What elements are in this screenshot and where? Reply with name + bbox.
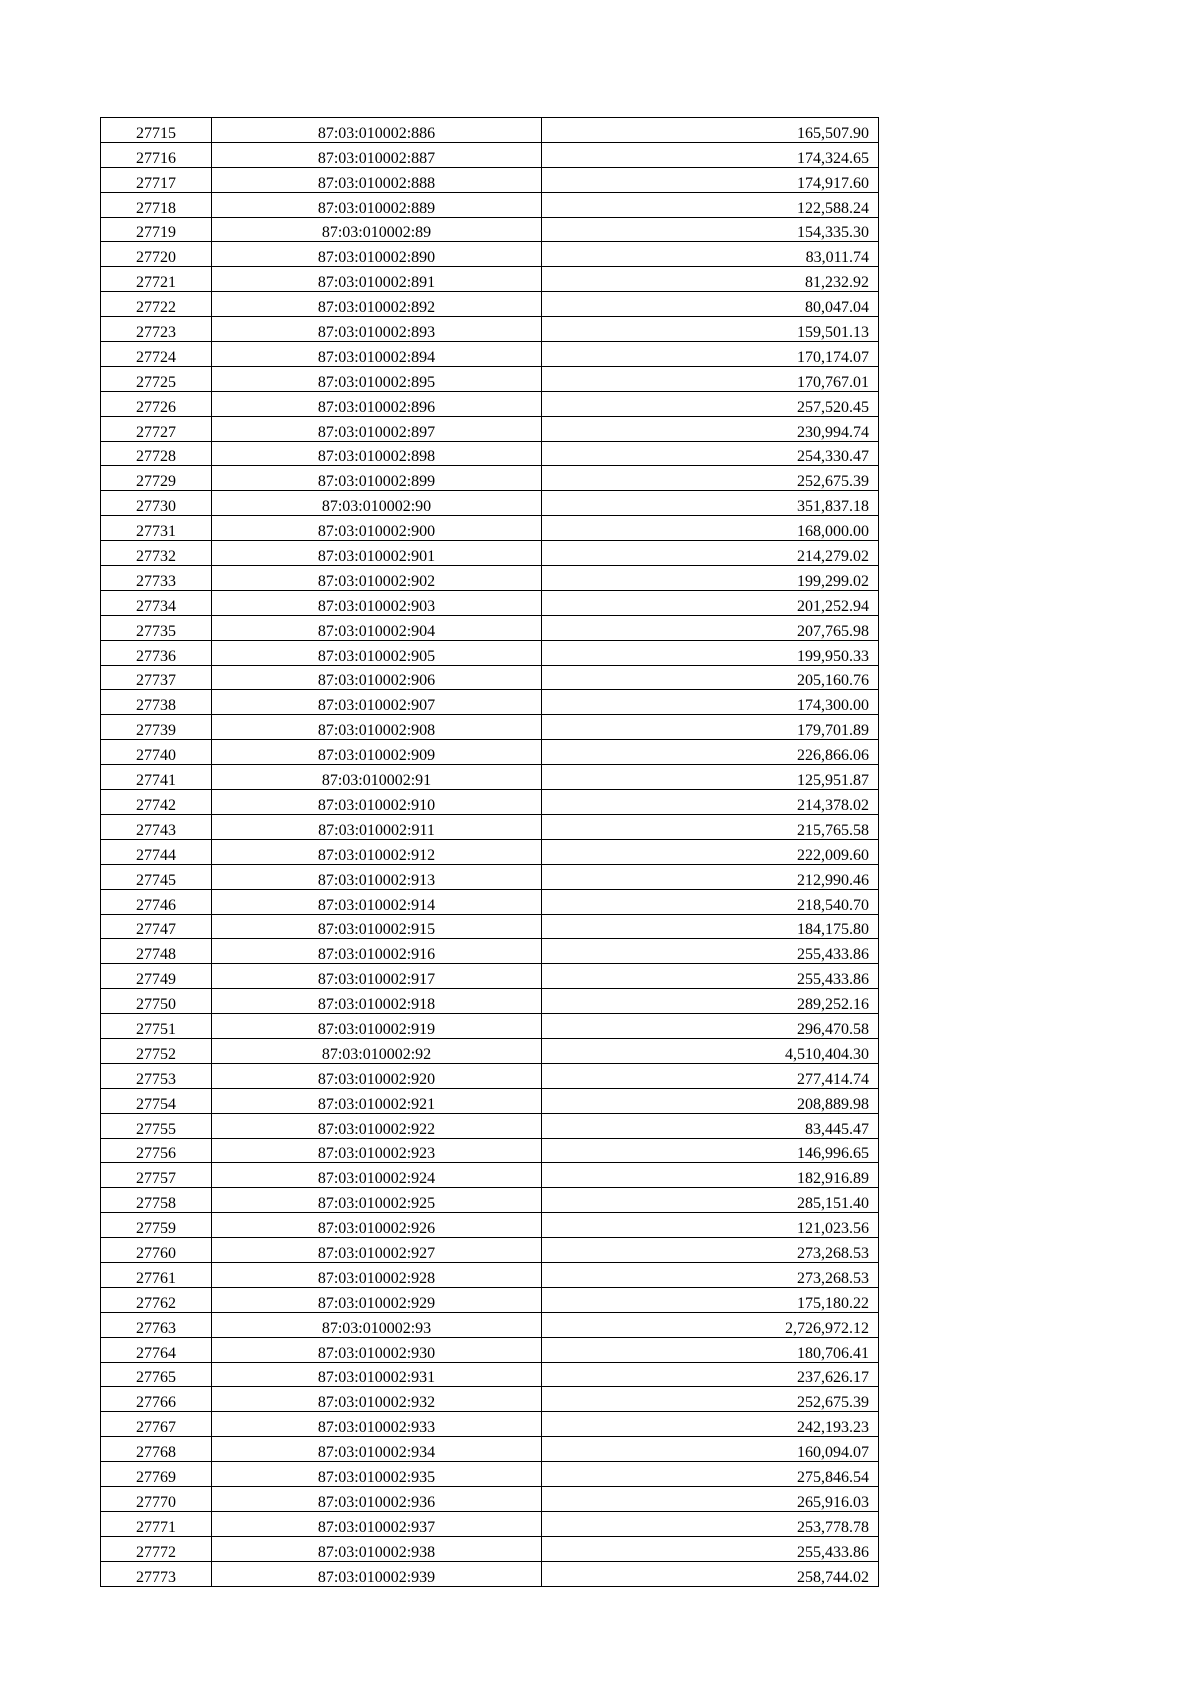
value-cell: 277,414.74	[542, 1063, 879, 1088]
table-row	[101, 814, 879, 839]
row-number-cell: 27745	[101, 864, 212, 889]
table-row	[101, 1437, 879, 1462]
value-cell: 255,433.86	[542, 939, 879, 964]
table-row	[101, 267, 879, 292]
row-number-cell: 27727	[101, 416, 212, 441]
cadastral-number-cell: 87:03:010002:918	[212, 989, 542, 1014]
row-number-cell: 27754	[101, 1088, 212, 1113]
row-number-cell: 27723	[101, 317, 212, 342]
value-cell: 351,837.18	[542, 491, 879, 516]
table-row	[101, 516, 879, 541]
table-row	[101, 342, 879, 367]
table-row	[101, 118, 879, 143]
value-cell: 212,990.46	[542, 864, 879, 889]
cadastral-number-cell: 87:03:010002:893	[212, 317, 542, 342]
row-number-cell: 27761	[101, 1262, 212, 1287]
table-row	[101, 1138, 879, 1163]
table-row	[101, 790, 879, 815]
cadastral-number-cell: 87:03:010002:912	[212, 839, 542, 864]
cadastral-number-cell: 87:03:010002:922	[212, 1113, 542, 1138]
row-number-cell: 27738	[101, 690, 212, 715]
value-cell: 254,330.47	[542, 441, 879, 466]
row-number-cell: 27758	[101, 1188, 212, 1213]
table-row	[101, 1063, 879, 1088]
value-cell: 215,765.58	[542, 814, 879, 839]
value-cell: 179,701.89	[542, 715, 879, 740]
row-number-cell: 27762	[101, 1287, 212, 1312]
table-row	[101, 317, 879, 342]
cadastral-number-cell: 87:03:010002:925	[212, 1188, 542, 1213]
value-cell: 214,378.02	[542, 790, 879, 815]
table-row	[101, 1362, 879, 1387]
row-number-cell: 27734	[101, 590, 212, 615]
row-number-cell: 27726	[101, 391, 212, 416]
table-row	[101, 416, 879, 441]
table-row	[101, 1561, 879, 1586]
table-row	[101, 1536, 879, 1561]
cadastral-number-cell: 87:03:010002:914	[212, 889, 542, 914]
data-table	[100, 117, 879, 1587]
row-number-cell: 27763	[101, 1312, 212, 1337]
row-number-cell: 27728	[101, 441, 212, 466]
table-row	[101, 939, 879, 964]
row-number-cell: 27722	[101, 292, 212, 317]
cadastral-number-cell: 87:03:010002:92	[212, 1038, 542, 1063]
table-row	[101, 1238, 879, 1263]
cadastral-number-cell: 87:03:010002:900	[212, 516, 542, 541]
table-row	[101, 167, 879, 192]
table-row	[101, 839, 879, 864]
cadastral-number-cell: 87:03:010002:889	[212, 192, 542, 217]
row-number-cell: 27747	[101, 914, 212, 939]
row-number-cell: 27719	[101, 217, 212, 242]
row-number-cell: 27746	[101, 889, 212, 914]
value-cell: 83,445.47	[542, 1113, 879, 1138]
cadastral-number-cell: 87:03:010002:892	[212, 292, 542, 317]
cadastral-number-cell: 87:03:010002:902	[212, 566, 542, 591]
row-number-cell: 27744	[101, 839, 212, 864]
cadastral-number-cell: 87:03:010002:935	[212, 1462, 542, 1487]
value-cell: 184,175.80	[542, 914, 879, 939]
cadastral-number-cell: 87:03:010002:890	[212, 242, 542, 267]
table-row	[101, 366, 879, 391]
value-cell: 273,268.53	[542, 1238, 879, 1263]
table-row	[101, 541, 879, 566]
value-cell: 83,011.74	[542, 242, 879, 267]
row-number-cell: 27770	[101, 1486, 212, 1511]
cadastral-number-cell: 87:03:010002:886	[212, 118, 542, 143]
value-cell: 199,299.02	[542, 566, 879, 591]
row-number-cell: 27739	[101, 715, 212, 740]
table-row	[101, 1163, 879, 1188]
row-number-cell: 27749	[101, 964, 212, 989]
row-number-cell: 27771	[101, 1511, 212, 1536]
row-number-cell: 27760	[101, 1238, 212, 1263]
row-number-cell: 27751	[101, 1014, 212, 1039]
cadastral-number-cell: 87:03:010002:91	[212, 765, 542, 790]
cadastral-number-cell: 87:03:010002:909	[212, 740, 542, 765]
row-number-cell: 27732	[101, 541, 212, 566]
row-number-cell: 27767	[101, 1412, 212, 1437]
row-number-cell: 27716	[101, 142, 212, 167]
cadastral-number-cell: 87:03:010002:930	[212, 1337, 542, 1362]
row-number-cell: 27752	[101, 1038, 212, 1063]
cadastral-number-cell: 87:03:010002:932	[212, 1387, 542, 1412]
cadastral-number-cell: 87:03:010002:917	[212, 964, 542, 989]
value-cell: 258,744.02	[542, 1561, 879, 1586]
row-number-cell: 27740	[101, 740, 212, 765]
row-number-cell: 27717	[101, 167, 212, 192]
cadastral-number-cell: 87:03:010002:899	[212, 466, 542, 491]
cadastral-number-cell: 87:03:010002:919	[212, 1014, 542, 1039]
row-number-cell: 27731	[101, 516, 212, 541]
table-row	[101, 466, 879, 491]
value-cell: 80,047.04	[542, 292, 879, 317]
value-cell: 170,174.07	[542, 342, 879, 367]
value-cell: 273,268.53	[542, 1262, 879, 1287]
row-number-cell: 27769	[101, 1462, 212, 1487]
cadastral-number-cell: 87:03:010002:910	[212, 790, 542, 815]
value-cell: 205,160.76	[542, 665, 879, 690]
cadastral-number-cell: 87:03:010002:938	[212, 1536, 542, 1561]
row-number-cell: 27718	[101, 192, 212, 217]
cadastral-number-cell: 87:03:010002:895	[212, 366, 542, 391]
row-number-cell: 27750	[101, 989, 212, 1014]
cadastral-number-cell: 87:03:010002:906	[212, 665, 542, 690]
table-row	[101, 989, 879, 1014]
row-number-cell: 27753	[101, 1063, 212, 1088]
value-cell: 296,470.58	[542, 1014, 879, 1039]
value-cell: 285,151.40	[542, 1188, 879, 1213]
row-number-cell: 27773	[101, 1561, 212, 1586]
value-cell: 121,023.56	[542, 1213, 879, 1238]
table-row	[101, 192, 879, 217]
table-row	[101, 1312, 879, 1337]
table-body	[101, 118, 879, 1587]
table-row	[101, 1014, 879, 1039]
table-row	[101, 1486, 879, 1511]
cadastral-number-cell: 87:03:010002:916	[212, 939, 542, 964]
cadastral-number-cell: 87:03:010002:903	[212, 590, 542, 615]
value-cell: 174,324.65	[542, 142, 879, 167]
row-number-cell: 27725	[101, 366, 212, 391]
table-row	[101, 964, 879, 989]
row-number-cell: 27715	[101, 118, 212, 143]
cadastral-number-cell: 87:03:010002:931	[212, 1362, 542, 1387]
value-cell: 168,000.00	[542, 516, 879, 541]
cadastral-number-cell: 87:03:010002:905	[212, 640, 542, 665]
table-row	[101, 615, 879, 640]
row-number-cell: 27736	[101, 640, 212, 665]
value-cell: 237,626.17	[542, 1362, 879, 1387]
cadastral-number-cell: 87:03:010002:933	[212, 1412, 542, 1437]
value-cell: 218,540.70	[542, 889, 879, 914]
value-cell: 252,675.39	[542, 1387, 879, 1412]
table-row	[101, 1337, 879, 1362]
cadastral-number-cell: 87:03:010002:926	[212, 1213, 542, 1238]
cadastral-number-cell: 87:03:010002:915	[212, 914, 542, 939]
table-row	[101, 1113, 879, 1138]
cadastral-number-cell: 87:03:010002:927	[212, 1238, 542, 1263]
table-row	[101, 1462, 879, 1487]
cadastral-number-cell: 87:03:010002:888	[212, 167, 542, 192]
row-number-cell: 27721	[101, 267, 212, 292]
table-row	[101, 391, 879, 416]
value-cell: 255,433.86	[542, 964, 879, 989]
cadastral-number-cell: 87:03:010002:934	[212, 1437, 542, 1462]
value-cell: 2,726,972.12	[542, 1312, 879, 1337]
table-row	[101, 242, 879, 267]
cadastral-number-cell: 87:03:010002:90	[212, 491, 542, 516]
cadastral-number-cell: 87:03:010002:913	[212, 864, 542, 889]
table-row	[101, 292, 879, 317]
cadastral-number-cell: 87:03:010002:89	[212, 217, 542, 242]
value-cell: 289,252.16	[542, 989, 879, 1014]
table-row	[101, 715, 879, 740]
value-cell: 208,889.98	[542, 1088, 879, 1113]
row-number-cell: 27741	[101, 765, 212, 790]
value-cell: 146,996.65	[542, 1138, 879, 1163]
value-cell: 275,846.54	[542, 1462, 879, 1487]
cadastral-number-cell: 87:03:010002:937	[212, 1511, 542, 1536]
value-cell: 255,433.86	[542, 1536, 879, 1561]
row-number-cell: 27729	[101, 466, 212, 491]
value-cell: 182,916.89	[542, 1163, 879, 1188]
value-cell: 170,767.01	[542, 366, 879, 391]
row-number-cell: 27759	[101, 1213, 212, 1238]
table-row	[101, 864, 879, 889]
cadastral-number-cell: 87:03:010002:908	[212, 715, 542, 740]
row-number-cell: 27748	[101, 939, 212, 964]
row-number-cell: 27735	[101, 615, 212, 640]
cadastral-number-cell: 87:03:010002:928	[212, 1262, 542, 1287]
cadastral-number-cell: 87:03:010002:887	[212, 142, 542, 167]
value-cell: 122,588.24	[542, 192, 879, 217]
value-cell: 201,252.94	[542, 590, 879, 615]
row-number-cell: 27772	[101, 1536, 212, 1561]
value-cell: 174,917.60	[542, 167, 879, 192]
value-cell: 226,866.06	[542, 740, 879, 765]
cadastral-number-cell: 87:03:010002:923	[212, 1138, 542, 1163]
table-row	[101, 491, 879, 516]
row-number-cell: 27720	[101, 242, 212, 267]
value-cell: 125,951.87	[542, 765, 879, 790]
cadastral-number-cell: 87:03:010002:939	[212, 1561, 542, 1586]
cadastral-number-cell: 87:03:010002:898	[212, 441, 542, 466]
row-number-cell: 27764	[101, 1337, 212, 1362]
value-cell: 180,706.41	[542, 1337, 879, 1362]
table-row	[101, 740, 879, 765]
value-cell: 175,180.22	[542, 1287, 879, 1312]
row-number-cell: 27766	[101, 1387, 212, 1412]
value-cell: 242,193.23	[542, 1412, 879, 1437]
cadastral-number-cell: 87:03:010002:907	[212, 690, 542, 715]
value-cell: 160,094.07	[542, 1437, 879, 1462]
table-row	[101, 1188, 879, 1213]
value-cell: 253,778.78	[542, 1511, 879, 1536]
row-number-cell: 27757	[101, 1163, 212, 1188]
value-cell: 159,501.13	[542, 317, 879, 342]
value-cell: 214,279.02	[542, 541, 879, 566]
table-row	[101, 1511, 879, 1536]
cadastral-number-cell: 87:03:010002:894	[212, 342, 542, 367]
table-row	[101, 1213, 879, 1238]
row-number-cell: 27768	[101, 1437, 212, 1462]
value-cell: 81,232.92	[542, 267, 879, 292]
cadastral-number-cell: 87:03:010002:904	[212, 615, 542, 640]
table-row	[101, 441, 879, 466]
row-number-cell: 27756	[101, 1138, 212, 1163]
value-cell: 230,994.74	[542, 416, 879, 441]
table-row	[101, 765, 879, 790]
cadastral-number-cell: 87:03:010002:911	[212, 814, 542, 839]
value-cell: 174,300.00	[542, 690, 879, 715]
cadastral-number-cell: 87:03:010002:924	[212, 1163, 542, 1188]
value-cell: 199,950.33	[542, 640, 879, 665]
value-cell: 154,335.30	[542, 217, 879, 242]
cadastral-number-cell: 87:03:010002:896	[212, 391, 542, 416]
value-cell: 265,916.03	[542, 1486, 879, 1511]
row-number-cell: 27743	[101, 814, 212, 839]
table-row	[101, 590, 879, 615]
row-number-cell: 27737	[101, 665, 212, 690]
value-cell: 207,765.98	[542, 615, 879, 640]
cadastral-number-cell: 87:03:010002:920	[212, 1063, 542, 1088]
table-row	[101, 889, 879, 914]
value-cell: 252,675.39	[542, 466, 879, 491]
cadastral-number-cell: 87:03:010002:929	[212, 1287, 542, 1312]
table-row	[101, 1412, 879, 1437]
row-number-cell: 27730	[101, 491, 212, 516]
cadastral-number-cell: 87:03:010002:897	[212, 416, 542, 441]
table-row	[101, 640, 879, 665]
table-row	[101, 665, 879, 690]
cadastral-number-cell: 87:03:010002:936	[212, 1486, 542, 1511]
value-cell: 4,510,404.30	[542, 1038, 879, 1063]
row-number-cell: 27765	[101, 1362, 212, 1387]
cadastral-number-cell: 87:03:010002:921	[212, 1088, 542, 1113]
table-row	[101, 142, 879, 167]
table-row	[101, 566, 879, 591]
row-number-cell: 27755	[101, 1113, 212, 1138]
table-row	[101, 217, 879, 242]
row-number-cell: 27724	[101, 342, 212, 367]
value-cell: 165,507.90	[542, 118, 879, 143]
row-number-cell: 27733	[101, 566, 212, 591]
value-cell: 257,520.45	[542, 391, 879, 416]
table-row	[101, 1038, 879, 1063]
cadastral-number-cell: 87:03:010002:891	[212, 267, 542, 292]
table-row	[101, 1287, 879, 1312]
table-row	[101, 690, 879, 715]
row-number-cell: 27742	[101, 790, 212, 815]
cadastral-number-cell: 87:03:010002:93	[212, 1312, 542, 1337]
cadastral-number-cell: 87:03:010002:901	[212, 541, 542, 566]
table-row	[101, 1088, 879, 1113]
table-row	[101, 914, 879, 939]
table-row	[101, 1387, 879, 1412]
table-row	[101, 1262, 879, 1287]
value-cell: 222,009.60	[542, 839, 879, 864]
